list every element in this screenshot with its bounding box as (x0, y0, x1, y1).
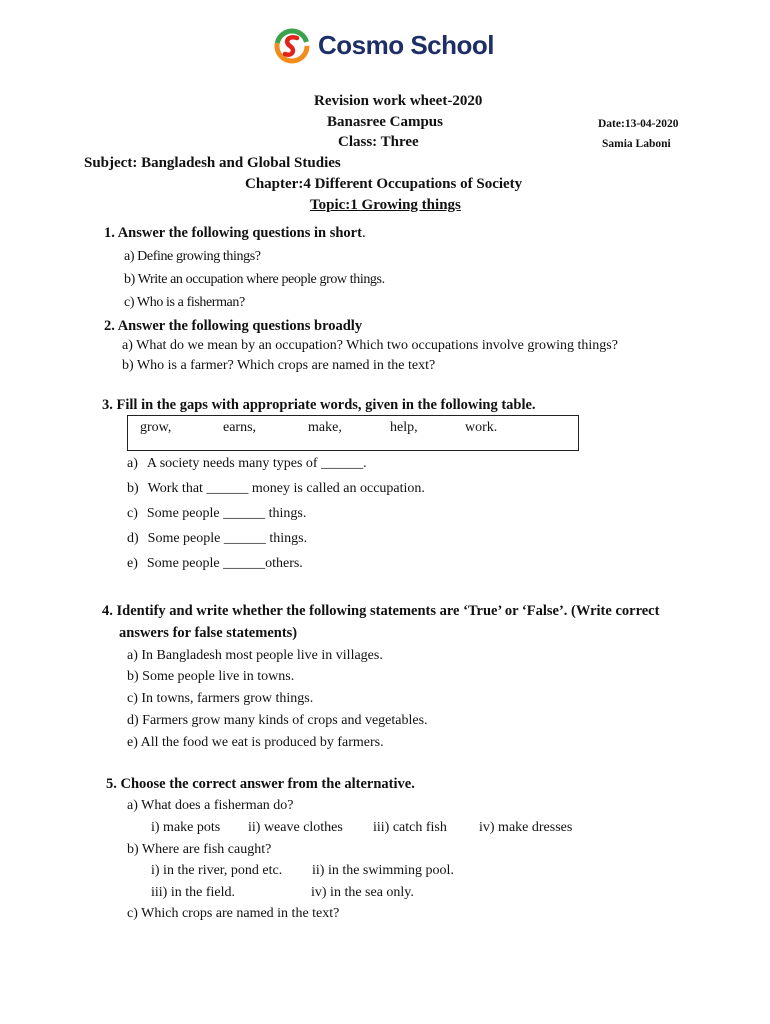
question-1-item-b: b) Write an occupation where people grow things. (124, 272, 385, 287)
item-text: A society needs many types of ______. (146, 456, 367, 471)
item-text: Some people ______ things. (146, 506, 307, 521)
question-1-item-a: a) Define growing things? (124, 249, 261, 264)
chapter-line: Chapter:4 Different Occupations of Society (245, 176, 523, 192)
question-4-title-line-1: 4. Identify and write whether the following statements are ‘True’ or ‘False’. (Write correct (102, 603, 660, 619)
word-bank-word: help, (390, 420, 418, 435)
word-bank-box (127, 415, 579, 451)
question-2-item-b: b) Who is a farmer? Which crops are named in the text? (122, 358, 436, 373)
question-5-item-a: a) What does a fisherman do? (127, 798, 294, 813)
question-3-item-e (127, 556, 303, 572)
item-text: Work that ______ money is called an occupation. (147, 481, 425, 496)
campus-name: Banasree Campus (327, 114, 443, 130)
teacher-name: Samia Laboni (602, 138, 671, 150)
topic-line: Topic:1 Growing things (310, 197, 461, 213)
question-5-title: 5. Choose the correct answer from the alternative. (106, 776, 415, 792)
question-3-item-a (127, 456, 367, 472)
school-name: Cosmo School (318, 30, 495, 60)
question-5-item-b: b) Where are fish caught? (127, 842, 272, 857)
question-4-item-d: d) Farmers grow many kinds of crops and vegetables. (127, 713, 428, 728)
question-4-item-a: a) In Bangladesh most people live in villages. (127, 648, 383, 663)
word-bank-word: grow, (140, 420, 172, 435)
question-5-option: ii) in the swimming pool. (312, 863, 454, 878)
question-3-title: 3. Fill in the gaps with appropriate words, given in the following table. (102, 397, 536, 413)
word-bank-word: work. (465, 420, 498, 435)
question-5-option: iv) make dresses (479, 820, 573, 835)
question-2-item-a: a) What do we mean by an occupation? Which two occupations involve growing things? (122, 338, 618, 353)
item-label: e) (127, 556, 138, 571)
item-label: a) (127, 456, 138, 471)
question-3-item-d (127, 531, 307, 547)
date-label: Date:13-04-2020 (598, 118, 679, 130)
item-label: b) (127, 481, 139, 496)
item-label: c) (127, 506, 138, 521)
question-4-item-b: b) Some people live in towns. (127, 669, 295, 684)
question-4-title-line-2: answers for false statements) (119, 625, 298, 641)
question-4-item-c: c) In towns, farmers grow things. (127, 691, 314, 706)
question-5-option: iii) in the field. (151, 885, 235, 900)
question-5-option: i) make pots (151, 820, 221, 835)
word-bank-word: make, (308, 420, 342, 435)
item-label: d) (127, 531, 139, 546)
question-3-item-b (127, 481, 425, 497)
question-5-option: iii) catch fish (373, 820, 447, 835)
question-2-title: 2. Answer the following questions broadly (104, 318, 363, 334)
question-1-item-c: c) Who is a fisherman? (124, 295, 245, 310)
cosmo-school-emblem-icon (272, 26, 312, 66)
item-text: Some people ______others. (146, 556, 303, 571)
question-5-item-c: c) Which crops are named in the text? (127, 906, 340, 921)
item-text: Some people ______ things. (147, 531, 308, 546)
subject-line: Subject: Bangladesh and Global Studies (84, 155, 341, 171)
word-bank-word: earns, (223, 420, 257, 435)
school-logo (272, 26, 495, 66)
question-4-item-e: e) All the food we eat is produced by farmers. (127, 735, 384, 750)
question-1-title-end: . (361, 225, 366, 241)
question-5-option: i) in the river, pond etc. (151, 863, 283, 878)
worksheet-title: Revision work wheet-2020 (314, 93, 483, 109)
question-1-title (104, 225, 366, 242)
question-1-title-text: 1. Answer the following questions in short (104, 225, 362, 241)
question-3-item-c (127, 506, 306, 522)
class-label: Class: Three (338, 134, 419, 150)
question-5-option: ii) weave clothes (248, 820, 343, 835)
question-5-option: iv) in the sea only. (311, 885, 414, 900)
